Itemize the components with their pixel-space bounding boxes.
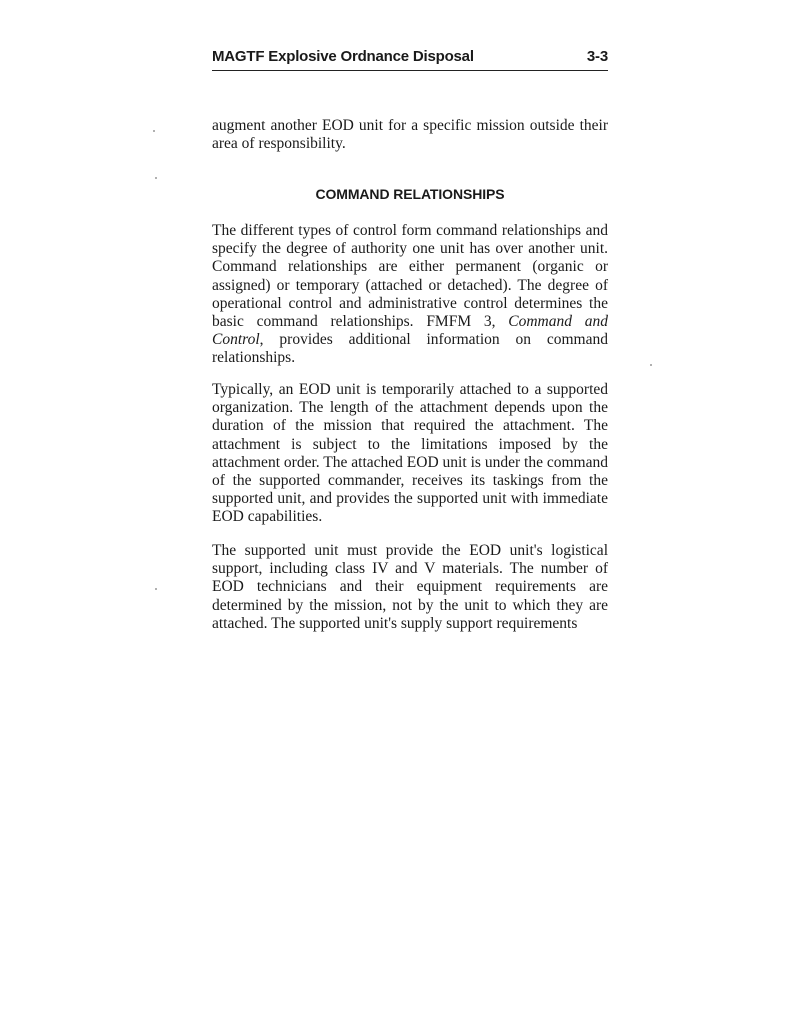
running-title: MAGTF Explosive Ordnance Disposal (212, 48, 474, 65)
paragraph-text-end: , provides additional information on command relationships. (212, 331, 608, 367)
attachment-paragraph: Typically, an EOD unit is temporarily attached to a supported organization. The length of the attachment depends upon the duration of the mission that required the attachment. The attachment is subject to the limitations imposed by the attachment order. The attached EOD unit is under the command of the supported commander, receives its taskings from the supported unit, and provides the supported unit with immediate EOD capabilities. (212, 381, 608, 526)
scan-speck (155, 588, 157, 590)
page-number: 3-3 (586, 48, 608, 65)
command-relationships-paragraph (212, 222, 608, 368)
continuation-paragraph: augment another EOD unit for a specific mission outside their area of responsibility. (212, 117, 608, 153)
paragraph-text-start: The different types of control form command relationships and specify the degree of authority one unit has over another unit. Command relationships are either permanent (organic or assigned) or temporary (attached or detached). The degree of operational control and administrative control determines the basic command relationships. FMFM 3, (212, 222, 608, 331)
logistics-paragraph: The supported unit must provide the EOD unit's logistical support, including class IV and V materials. The number of EOD technicians and their equipment requirements are determined by the mission, not by the unit to which they are attached. The supported unit's supply support requirements (212, 542, 608, 632)
scan-speck (650, 364, 652, 366)
section-heading: COMMAND RELATIONSHIPS (315, 186, 505, 202)
scan-speck (153, 130, 155, 132)
page-header (212, 44, 608, 71)
scan-speck (155, 177, 157, 179)
publication-reference: Command and Control (212, 313, 608, 349)
